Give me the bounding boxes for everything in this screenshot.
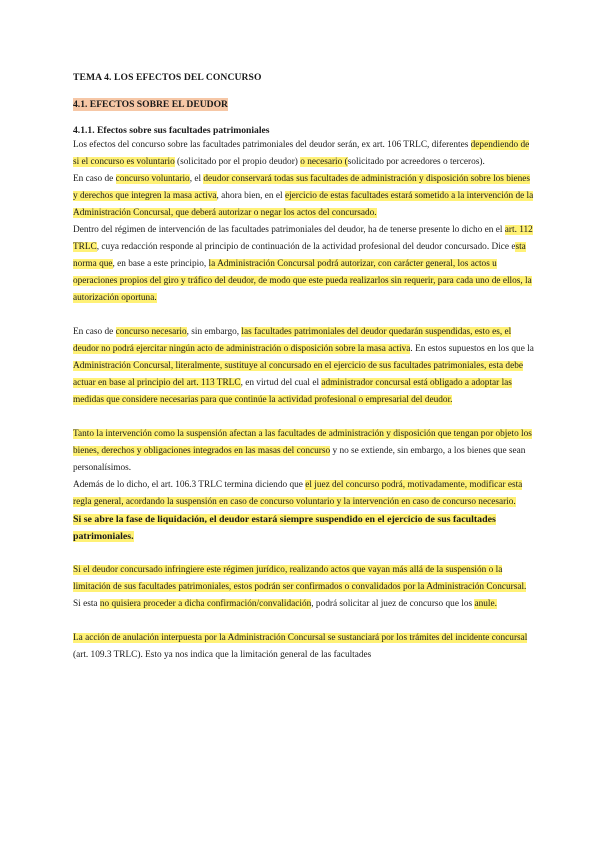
highlight-run: anule.: [474, 599, 497, 609]
text-run: (solicitado por el propio deudor): [174, 157, 301, 167]
highlight-run: art. 112 TRLC: [73, 225, 533, 252]
text-run: , el: [189, 174, 204, 184]
text-run: , sin embargo,: [186, 327, 242, 337]
paragraph-1: [73, 137, 535, 171]
highlight-run: el juez del concurso podrá, motivadamente, modificar esta regla general, acordando la suspensión en caso de concurso voluntario y la intervención en caso de concurso necesario.: [73, 480, 523, 507]
highlight-run: concurso voluntario: [115, 174, 190, 184]
highlight-run: deudor conservará todas sus facultades de administración y disposición sobre los bienes y derechos que integren la masa activa: [73, 174, 531, 201]
highlight-run: no quisiera proceder a dicha confirmación/convalidación: [99, 599, 312, 609]
paragraph-9: [73, 596, 535, 613]
paragraph-4: [73, 324, 535, 409]
highlight-run: Si se abre la fase de liquidación, el deudor estará siempre suspendido en el ejercicio de sus facultades patrimoniales.: [73, 514, 496, 542]
paragraph-gap: [73, 545, 535, 562]
text-run: Los efectos del concurso sobre las facultades patrimoniales del deudor serán, ex art. 106 TRLC, diferentes: [73, 140, 471, 150]
paragraph-5: [73, 426, 535, 477]
text-run: En caso de: [73, 327, 116, 337]
text-run: (art. 109.3 TRLC). Esto ya nos indica que la limitación general de las facultades: [73, 650, 372, 660]
highlight-run: Tanto la intervención como la suspensión afectan a las facultades de administración y disposición que tengan por objeto los bienes, derechos y obligaciones integrados en las masas del concurso: [73, 429, 532, 456]
text-run: solicitado por acreedores o terceros).: [347, 157, 485, 167]
paragraph-8: [73, 562, 535, 596]
highlight-run: sta norma que: [73, 242, 526, 269]
text-run: , ahora bien, en el: [216, 191, 285, 201]
paragraph-3: [73, 222, 535, 307]
text-run: , podrá solicitar al juez de concurso que los: [311, 599, 475, 609]
text-run: Además de lo dicho, el art. 106.3 TRLC termina diciendo que: [73, 480, 306, 490]
text-run: , cuya redacción responde al principio de continuación de la actividad profesional del deudor concursado. Dice e: [96, 242, 516, 252]
highlight-run: la Administración Concursal podrá autorizar, con carácter general, los actos u operaciones propios del giro y tráfico del deudor, de modo que este pueda realizarlos sin requerir, para cada uno de ellos, la autorización oportuna.: [73, 259, 532, 303]
paragraph-10: [73, 630, 535, 664]
text-run: En caso de: [73, 174, 116, 184]
text-run: Si esta: [73, 599, 100, 609]
paragraph-2: [73, 171, 535, 222]
section-heading: [73, 99, 535, 110]
paragraph-6: [73, 477, 535, 511]
section-heading-text: 4.1. EFECTOS SOBRE EL DEUDOR: [73, 99, 228, 110]
text-run: . En estos supuestos en los que la: [410, 344, 534, 354]
text-run: , en virtud del cual el: [240, 378, 322, 388]
subsection-heading: 4.1.1. Efectos sobre sus facultades patrimoniales: [73, 125, 270, 136]
text-run: Dentro del régimen de intervención de las facultades patrimoniales del deudor, ha de tenerse presente lo dicho en el: [73, 225, 505, 235]
highlight-run: o necesario (: [300, 157, 348, 167]
highlight-run: Administración Concursal, literalmente, sustituye al concursado en el ejercicio de sus facultades patrimoniales, esta debe actuar en base al principio del art. 113 TRLC: [73, 361, 523, 388]
highlight-run: ejercicio de estas facultades estará sometido a la intervención de la Administración Concursal, que deberá autorizar o negar los actos del concursado.: [73, 191, 534, 218]
highlight-run: dependiendo de si el concurso es voluntario: [73, 140, 530, 167]
paragraph-gap: [73, 409, 535, 426]
document-body: [73, 72, 535, 664]
paragraph-7: [73, 511, 535, 545]
highlight-run: concurso necesario: [115, 327, 187, 337]
page-title: TEMA 4. LOS EFECTOS DEL CONCURSO: [73, 72, 262, 83]
paragraph-gap: [73, 307, 535, 324]
highlight-run: Si el deudor concursado infringiere este régimen jurídico, realizando actos que vayan más allá de la suspensión o la limitación de sus facultades patrimoniales, estos podrán ser confirmados o convalidados por la Administración Concursal.: [73, 565, 527, 592]
highlight-run: La acción de anulación interpuesta por la Administración Concursal se sustanciará por los trámites del incidente concursal: [73, 633, 528, 643]
paragraph-gap: [73, 613, 535, 630]
text-run: y no se extiende, sin embargo, a los bienes que sean personalísimos.: [73, 446, 526, 473]
highlight-run: administrador concursal está obligado a adoptar las medidas que considere necesarias para que continúe la actividad profesional o empresarial del deudor.: [73, 378, 512, 405]
text-run: , en base a este principio,: [112, 259, 209, 269]
highlight-run: las facultades patrimoniales del deudor quedarán suspendidas, esto es, el deudor no podrá ejercitar ningún acto de administración o disposición sobre la masa activa: [73, 327, 512, 354]
